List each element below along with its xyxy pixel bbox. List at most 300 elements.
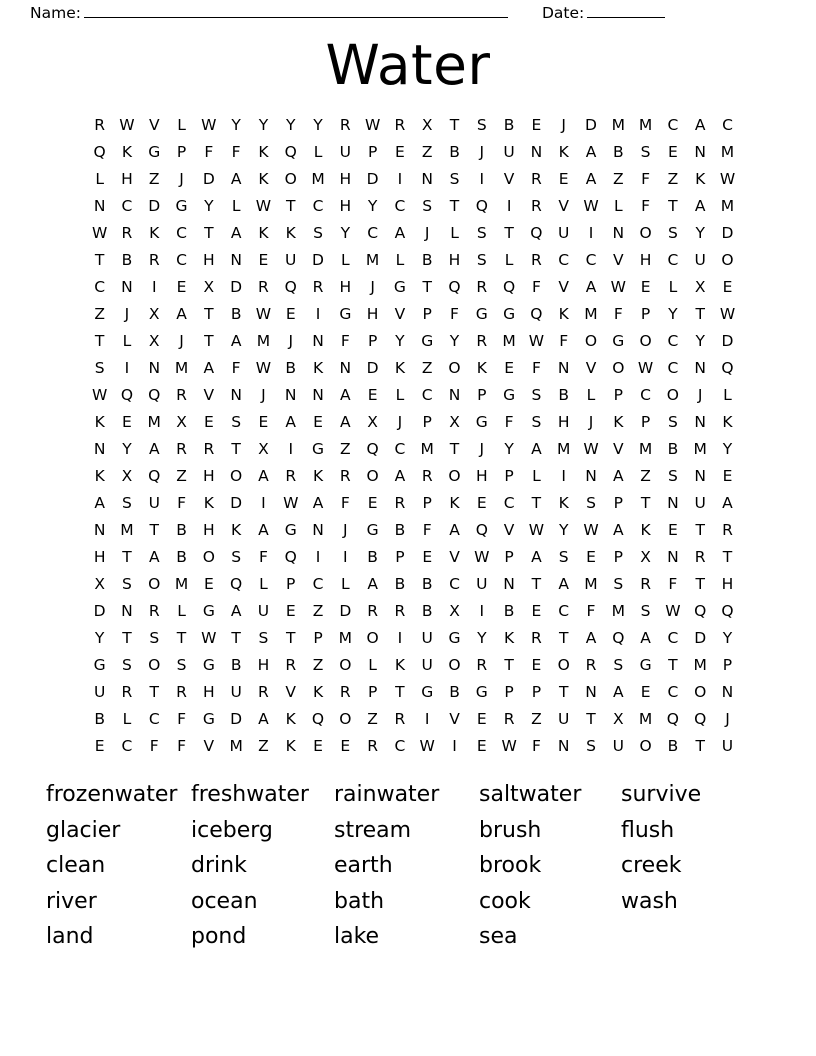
grid-letter[interactable]: X xyxy=(121,467,133,485)
grid-letter[interactable]: E xyxy=(476,737,487,755)
grid-letter[interactable]: N xyxy=(284,386,297,404)
grid-letter[interactable]: N xyxy=(312,386,324,404)
grid-letter[interactable]: R xyxy=(258,278,269,296)
grid-letter[interactable]: T xyxy=(449,197,460,215)
grid-letter[interactable]: V xyxy=(449,548,460,566)
grid-letter[interactable]: L xyxy=(586,386,596,404)
grid-letter[interactable]: G xyxy=(284,521,297,539)
grid-letter[interactable]: H xyxy=(721,575,734,593)
grid-letter[interactable]: F xyxy=(586,602,596,620)
grid-letter[interactable]: R xyxy=(394,602,406,620)
grid-letter[interactable]: Q xyxy=(148,386,161,404)
grid-letter[interactable]: M xyxy=(311,170,325,188)
word-list-item[interactable]: iceberg xyxy=(191,817,273,843)
grid-letter[interactable]: M xyxy=(611,602,625,620)
grid-letter[interactable]: U xyxy=(421,656,433,674)
grid-letter[interactable]: V xyxy=(285,683,297,701)
grid-letter[interactable]: N xyxy=(312,521,324,539)
grid-letter[interactable]: J xyxy=(397,413,403,431)
grid-letter[interactable]: I xyxy=(588,224,594,242)
grid-letter[interactable]: I xyxy=(124,359,130,377)
grid-letter[interactable]: A xyxy=(230,224,242,242)
grid-letter[interactable]: X xyxy=(612,710,624,728)
grid-letter[interactable]: O xyxy=(230,467,243,485)
grid-letter[interactable]: S xyxy=(558,548,569,566)
grid-letter[interactable]: K xyxy=(640,521,651,539)
grid-letter[interactable]: T xyxy=(149,683,159,701)
grid-letter[interactable]: R xyxy=(176,683,187,701)
grid-letter[interactable]: X xyxy=(203,278,215,296)
grid-letter[interactable]: G xyxy=(202,602,215,620)
grid-letter[interactable]: A xyxy=(258,521,269,539)
grid-letter[interactable]: M xyxy=(256,332,271,350)
grid-letter[interactable]: O xyxy=(639,737,652,755)
grid-letter[interactable]: O xyxy=(639,332,652,350)
grid-letter[interactable]: B xyxy=(394,521,406,539)
grid-letter[interactable]: N xyxy=(93,197,106,215)
grid-letter[interactable]: L xyxy=(450,224,459,242)
grid-letter[interactable]: T xyxy=(149,521,159,539)
grid-letter[interactable]: S xyxy=(449,170,460,188)
grid-letter[interactable]: G xyxy=(421,683,434,701)
grid-letter[interactable]: F xyxy=(177,710,186,728)
grid-letter[interactable]: A xyxy=(531,440,542,458)
grid-letter[interactable]: E xyxy=(422,548,433,566)
grid-letter[interactable]: A xyxy=(367,575,378,593)
grid-letter[interactable]: R xyxy=(176,386,187,404)
grid-letter[interactable]: H xyxy=(557,413,570,431)
grid-letter[interactable]: C xyxy=(94,278,106,296)
grid-letter[interactable]: A xyxy=(176,305,187,323)
grid-letter[interactable]: W xyxy=(364,116,381,134)
grid-letter[interactable]: H xyxy=(203,251,215,269)
grid-letter[interactable]: U xyxy=(612,737,624,755)
grid-letter[interactable]: E xyxy=(640,278,651,296)
grid-letter[interactable]: F xyxy=(641,197,651,215)
grid-letter[interactable]: K xyxy=(149,224,160,242)
grid-letter[interactable]: P xyxy=(422,305,432,323)
grid-letter[interactable]: T xyxy=(285,197,296,215)
word-list-item[interactable]: earth xyxy=(334,853,393,879)
grid-letter[interactable]: C xyxy=(667,683,679,701)
grid-letter[interactable]: L xyxy=(313,143,323,161)
grid-letter[interactable]: N xyxy=(448,386,461,404)
grid-letter[interactable]: C xyxy=(421,386,433,404)
grid-letter[interactable]: P xyxy=(422,413,432,431)
grid-letter[interactable]: Q xyxy=(284,548,297,566)
grid-letter[interactable]: T xyxy=(122,629,132,647)
grid-letter[interactable]: X xyxy=(421,116,433,134)
grid-letter[interactable]: W xyxy=(91,224,108,242)
grid-letter[interactable]: Y xyxy=(285,116,296,134)
grid-letter[interactable]: N xyxy=(230,251,242,269)
grid-letter[interactable]: R xyxy=(121,224,133,242)
word-list-item[interactable]: river xyxy=(46,888,97,914)
word-list-item[interactable]: lake xyxy=(334,924,380,950)
grid-letter[interactable]: E xyxy=(476,494,487,512)
grid-letter[interactable]: W xyxy=(528,332,545,350)
word-list-item[interactable]: cook xyxy=(479,888,531,914)
grid-letter[interactable]: B xyxy=(285,359,297,377)
grid-letter[interactable]: C xyxy=(121,737,133,755)
grid-letter[interactable]: E xyxy=(667,521,678,539)
grid-letter[interactable]: E xyxy=(313,737,323,755)
grid-letter[interactable]: H xyxy=(339,197,352,215)
grid-letter[interactable]: F xyxy=(340,494,350,512)
grid-letter[interactable]: N xyxy=(557,737,570,755)
grid-letter[interactable]: T xyxy=(231,629,241,647)
grid-letter[interactable]: R xyxy=(176,440,187,458)
grid-letter[interactable]: K xyxy=(285,224,296,242)
grid-letter[interactable]: F xyxy=(340,332,350,350)
grid-letter[interactable]: Y xyxy=(477,629,487,647)
grid-letter[interactable]: U xyxy=(558,710,570,728)
grid-letter[interactable]: O xyxy=(448,467,461,485)
grid-letter[interactable]: D xyxy=(366,170,379,188)
grid-letter[interactable]: F xyxy=(204,143,214,161)
grid-letter[interactable]: T xyxy=(204,332,214,350)
grid-letter[interactable]: T xyxy=(285,629,296,647)
grid-letter[interactable]: I xyxy=(479,602,485,620)
grid-letter[interactable]: R xyxy=(476,278,488,296)
grid-letter[interactable]: B xyxy=(612,143,624,161)
grid-letter[interactable]: B xyxy=(421,575,433,593)
grid-letter[interactable]: K xyxy=(722,413,733,431)
grid-letter[interactable]: V xyxy=(558,278,569,296)
grid-letter[interactable]: K xyxy=(558,494,569,512)
grid-letter[interactable]: N xyxy=(93,521,106,539)
grid-letter[interactable]: D xyxy=(339,602,352,620)
grid-letter[interactable]: A xyxy=(94,494,105,512)
grid-letter[interactable]: B xyxy=(394,575,406,593)
grid-letter[interactable]: S xyxy=(122,575,132,593)
grid-letter[interactable]: T xyxy=(94,332,105,350)
grid-letter[interactable]: K xyxy=(258,224,269,242)
grid-letter[interactable]: A xyxy=(312,494,324,512)
grid-letter[interactable]: E xyxy=(367,386,378,404)
grid-letter[interactable]: K xyxy=(504,629,515,647)
grid-letter[interactable]: W xyxy=(583,197,599,215)
grid-letter[interactable]: R xyxy=(476,656,488,674)
grid-letter[interactable]: Q xyxy=(475,197,488,215)
grid-letter[interactable]: S xyxy=(258,629,269,647)
word-list-item[interactable]: clean xyxy=(46,853,106,879)
grid-letter[interactable]: R xyxy=(94,116,106,134)
grid-letter[interactable]: A xyxy=(449,521,460,539)
grid-letter[interactable]: L xyxy=(122,710,132,728)
grid-letter[interactable]: R xyxy=(121,683,133,701)
grid-letter[interactable]: Z xyxy=(421,359,433,377)
grid-letter[interactable]: P xyxy=(613,386,623,404)
grid-letter[interactable]: O xyxy=(584,332,598,350)
grid-letter[interactable]: E xyxy=(667,143,678,161)
grid-letter[interactable]: K xyxy=(203,494,214,512)
grid-letter[interactable]: U xyxy=(476,575,488,593)
grid-letter[interactable]: U xyxy=(558,224,570,242)
grid-letter[interactable]: O xyxy=(366,629,379,647)
grid-letter[interactable]: Y xyxy=(504,440,514,458)
grid-letter[interactable]: J xyxy=(424,224,430,242)
grid-letter[interactable]: A xyxy=(722,494,733,512)
grid-letter[interactable]: X xyxy=(449,602,460,620)
grid-letter[interactable]: O xyxy=(612,359,625,377)
grid-letter[interactable]: C xyxy=(667,332,679,350)
grid-letter[interactable]: P xyxy=(367,143,378,161)
grid-letter[interactable]: E xyxy=(258,413,269,431)
grid-letter[interactable]: J xyxy=(370,278,375,296)
grid-letter[interactable]: M xyxy=(720,197,735,215)
grid-letter[interactable]: D xyxy=(312,251,324,269)
grid-letter[interactable]: W xyxy=(719,305,736,323)
grid-letter[interactable]: N xyxy=(694,467,706,485)
grid-letter[interactable]: I xyxy=(397,170,403,188)
grid-letter[interactable]: Q xyxy=(694,710,707,728)
grid-letter[interactable]: T xyxy=(695,521,705,539)
grid-letter[interactable]: L xyxy=(95,170,104,188)
grid-letter[interactable]: T xyxy=(722,548,733,566)
grid-letter[interactable]: R xyxy=(694,548,706,566)
grid-letter[interactable]: D xyxy=(230,710,243,728)
grid-letter[interactable]: S xyxy=(640,143,651,161)
grid-letter[interactable]: E xyxy=(504,359,514,377)
grid-letter[interactable]: S xyxy=(231,548,242,566)
grid-letter[interactable]: E xyxy=(94,737,105,755)
grid-letter[interactable]: W xyxy=(637,359,654,377)
grid-letter[interactable]: R xyxy=(394,710,406,728)
grid-letter[interactable]: W xyxy=(719,170,736,188)
grid-letter[interactable]: G xyxy=(421,332,434,350)
grid-letter[interactable]: Z xyxy=(531,710,542,728)
grid-letter[interactable]: X xyxy=(258,440,269,458)
word-list-item[interactable]: brush xyxy=(479,817,542,843)
grid-letter[interactable]: R xyxy=(531,197,542,215)
grid-letter[interactable]: B xyxy=(503,602,515,620)
grid-letter[interactable]: Q xyxy=(666,710,679,728)
grid-letter[interactable]: F xyxy=(231,359,241,377)
grid-letter[interactable]: J xyxy=(561,116,566,134)
grid-letter[interactable]: C xyxy=(667,116,679,134)
grid-letter[interactable]: G xyxy=(503,305,516,323)
grid-letter[interactable]: S xyxy=(94,359,105,377)
grid-letter[interactable]: A xyxy=(531,548,542,566)
grid-letter[interactable]: P xyxy=(640,413,651,431)
grid-letter[interactable]: K xyxy=(285,737,296,755)
grid-letter[interactable]: U xyxy=(148,494,160,512)
grid-letter[interactable]: N xyxy=(148,359,161,377)
grid-letter[interactable]: T xyxy=(204,305,214,323)
grid-letter[interactable]: R xyxy=(203,440,215,458)
grid-letter[interactable]: M xyxy=(229,737,243,755)
grid-letter[interactable]: S xyxy=(422,197,433,215)
grid-letter[interactable]: R xyxy=(258,683,269,701)
grid-letter[interactable]: L xyxy=(341,251,350,269)
grid-letter[interactable]: E xyxy=(476,710,487,728)
grid-letter[interactable]: H xyxy=(93,548,106,566)
grid-letter[interactable]: N xyxy=(503,575,515,593)
grid-letter[interactable]: R xyxy=(585,656,597,674)
grid-letter[interactable]: I xyxy=(315,305,321,323)
grid-letter[interactable]: T xyxy=(668,656,678,674)
grid-letter[interactable]: A xyxy=(585,629,597,647)
grid-letter[interactable]: P xyxy=(722,656,733,674)
grid-letter[interactable]: M xyxy=(338,629,352,647)
grid-letter[interactable]: C xyxy=(640,386,651,404)
grid-letter[interactable]: E xyxy=(722,467,733,485)
grid-letter[interactable]: H xyxy=(203,683,215,701)
grid-letter[interactable]: O xyxy=(557,656,570,674)
grid-letter[interactable]: E xyxy=(122,413,132,431)
grid-letter[interactable]: D xyxy=(230,278,243,296)
grid-letter[interactable]: R xyxy=(285,467,297,485)
grid-letter[interactable]: F xyxy=(613,305,623,323)
grid-letter[interactable]: Q xyxy=(612,629,625,647)
grid-letter[interactable]: Z xyxy=(176,467,187,485)
word-list-item[interactable]: brook xyxy=(479,853,542,879)
grid-letter[interactable]: B xyxy=(667,440,679,458)
grid-letter[interactable]: L xyxy=(723,386,732,404)
grid-letter[interactable]: X xyxy=(94,575,105,593)
grid-letter[interactable]: D xyxy=(148,197,161,215)
grid-letter[interactable]: S xyxy=(586,737,596,755)
grid-letter[interactable]: I xyxy=(343,548,348,566)
grid-letter[interactable]: A xyxy=(612,467,624,485)
grid-letter[interactable]: M xyxy=(147,413,161,431)
grid-letter[interactable]: P xyxy=(504,467,514,485)
grid-letter[interactable]: Q xyxy=(93,143,106,161)
grid-letter[interactable]: M xyxy=(720,143,735,161)
grid-letter[interactable]: P xyxy=(613,494,623,512)
grid-letter[interactable]: A xyxy=(285,413,297,431)
grid-letter[interactable]: K xyxy=(231,521,242,539)
grid-letter[interactable]: T xyxy=(695,737,705,755)
grid-letter[interactable]: W xyxy=(501,737,517,755)
grid-letter[interactable]: Q xyxy=(721,359,734,377)
word-list-item[interactable]: rainwater xyxy=(334,782,440,807)
grid-letter[interactable]: P xyxy=(395,548,405,566)
word-list-item[interactable]: drink xyxy=(191,853,247,879)
grid-letter[interactable]: W xyxy=(665,602,681,620)
grid-letter[interactable]: R xyxy=(339,683,351,701)
grid-letter[interactable]: F xyxy=(422,521,432,539)
grid-letter[interactable]: F xyxy=(531,737,541,755)
grid-letter[interactable]: D xyxy=(230,494,243,512)
grid-letter[interactable]: G xyxy=(448,629,461,647)
grid-letter[interactable]: S xyxy=(586,494,596,512)
grid-letter[interactable]: R xyxy=(503,710,515,728)
grid-letter[interactable]: Z xyxy=(258,737,269,755)
grid-letter[interactable]: B xyxy=(230,656,242,674)
grid-letter[interactable]: S xyxy=(531,413,542,431)
grid-letter[interactable]: Q xyxy=(448,278,461,296)
grid-letter[interactable]: Q xyxy=(148,467,161,485)
grid-letter[interactable]: W xyxy=(255,305,272,323)
grid-letter[interactable]: F xyxy=(149,737,159,755)
grid-letter[interactable]: S xyxy=(149,629,160,647)
grid-letter[interactable]: K xyxy=(312,683,324,701)
grid-letter[interactable]: S xyxy=(667,224,678,242)
grid-letter[interactable]: S xyxy=(476,224,487,242)
grid-letter[interactable]: T xyxy=(695,305,705,323)
grid-letter[interactable]: V xyxy=(449,710,460,728)
grid-letter[interactable]: X xyxy=(176,413,187,431)
word-list-item[interactable]: glacier xyxy=(46,817,121,843)
grid-letter[interactable]: D xyxy=(366,359,379,377)
word-list-item[interactable]: land xyxy=(46,924,94,950)
grid-letter[interactable]: L xyxy=(395,251,405,269)
grid-letter[interactable]: C xyxy=(367,224,379,242)
grid-letter[interactable]: C xyxy=(176,224,187,242)
grid-letter[interactable]: N xyxy=(557,359,570,377)
grid-letter[interactable]: F xyxy=(258,548,268,566)
grid-letter[interactable]: B xyxy=(449,683,460,701)
grid-letter[interactable]: Q xyxy=(530,305,543,323)
grid-letter[interactable]: W xyxy=(255,359,272,377)
grid-letter[interactable]: B xyxy=(558,386,570,404)
grid-letter[interactable]: W xyxy=(610,278,626,296)
grid-letter[interactable]: P xyxy=(504,683,514,701)
grid-letter[interactable]: Y xyxy=(722,440,733,458)
grid-letter[interactable]: H xyxy=(339,170,352,188)
grid-letter[interactable]: T xyxy=(586,710,596,728)
grid-letter[interactable]: T xyxy=(422,278,432,296)
grid-letter[interactable]: K xyxy=(312,359,324,377)
grid-letter[interactable]: F xyxy=(177,494,186,512)
grid-letter[interactable]: Z xyxy=(667,170,679,188)
grid-letter[interactable]: R xyxy=(531,170,542,188)
grid-letter[interactable]: M xyxy=(584,575,598,593)
grid-letter[interactable]: C xyxy=(667,359,679,377)
grid-letter[interactable]: C xyxy=(176,251,187,269)
grid-letter[interactable]: I xyxy=(288,440,294,458)
grid-letter[interactable]: A xyxy=(585,143,597,161)
grid-letter[interactable]: G xyxy=(175,197,188,215)
grid-letter[interactable]: B xyxy=(121,251,133,269)
grid-letter[interactable]: J xyxy=(124,305,130,323)
grid-letter[interactable]: N xyxy=(312,332,324,350)
grid-letter[interactable]: Q xyxy=(694,602,707,620)
grid-letter[interactable]: C xyxy=(722,116,733,134)
grid-letter[interactable]: X xyxy=(148,332,160,350)
grid-letter[interactable]: Y xyxy=(94,629,105,647)
grid-letter[interactable]: O xyxy=(148,656,161,674)
grid-letter[interactable]: M xyxy=(638,710,653,728)
grid-letter[interactable]: P xyxy=(613,548,623,566)
grid-letter[interactable]: V xyxy=(503,521,515,539)
grid-letter[interactable]: Y xyxy=(695,332,705,350)
word-list-item[interactable]: stream xyxy=(334,817,412,843)
word-list-item[interactable]: freshwater xyxy=(191,782,309,807)
grid-letter[interactable]: T xyxy=(695,575,705,593)
grid-letter[interactable]: M xyxy=(584,305,598,323)
grid-letter[interactable]: U xyxy=(257,602,270,620)
grid-letter[interactable]: N xyxy=(93,440,106,458)
grid-letter[interactable]: A xyxy=(340,413,351,431)
grid-letter[interactable]: V xyxy=(394,305,406,323)
grid-letter[interactable]: M xyxy=(693,440,707,458)
grid-letter[interactable]: J xyxy=(261,386,266,404)
grid-letter[interactable]: E xyxy=(176,278,187,296)
grid-letter[interactable]: A xyxy=(230,170,242,188)
word-list-item[interactable]: saltwater xyxy=(479,782,582,807)
word-list-item[interactable]: sea xyxy=(479,924,518,950)
grid-letter[interactable]: Z xyxy=(312,602,324,620)
grid-letter[interactable]: Z xyxy=(612,170,624,188)
grid-letter[interactable]: Q xyxy=(503,278,516,296)
grid-letter[interactable]: H xyxy=(121,170,133,188)
grid-letter[interactable]: O xyxy=(339,710,352,728)
grid-letter[interactable]: C xyxy=(394,737,406,755)
grid-letter[interactable]: A xyxy=(340,386,351,404)
